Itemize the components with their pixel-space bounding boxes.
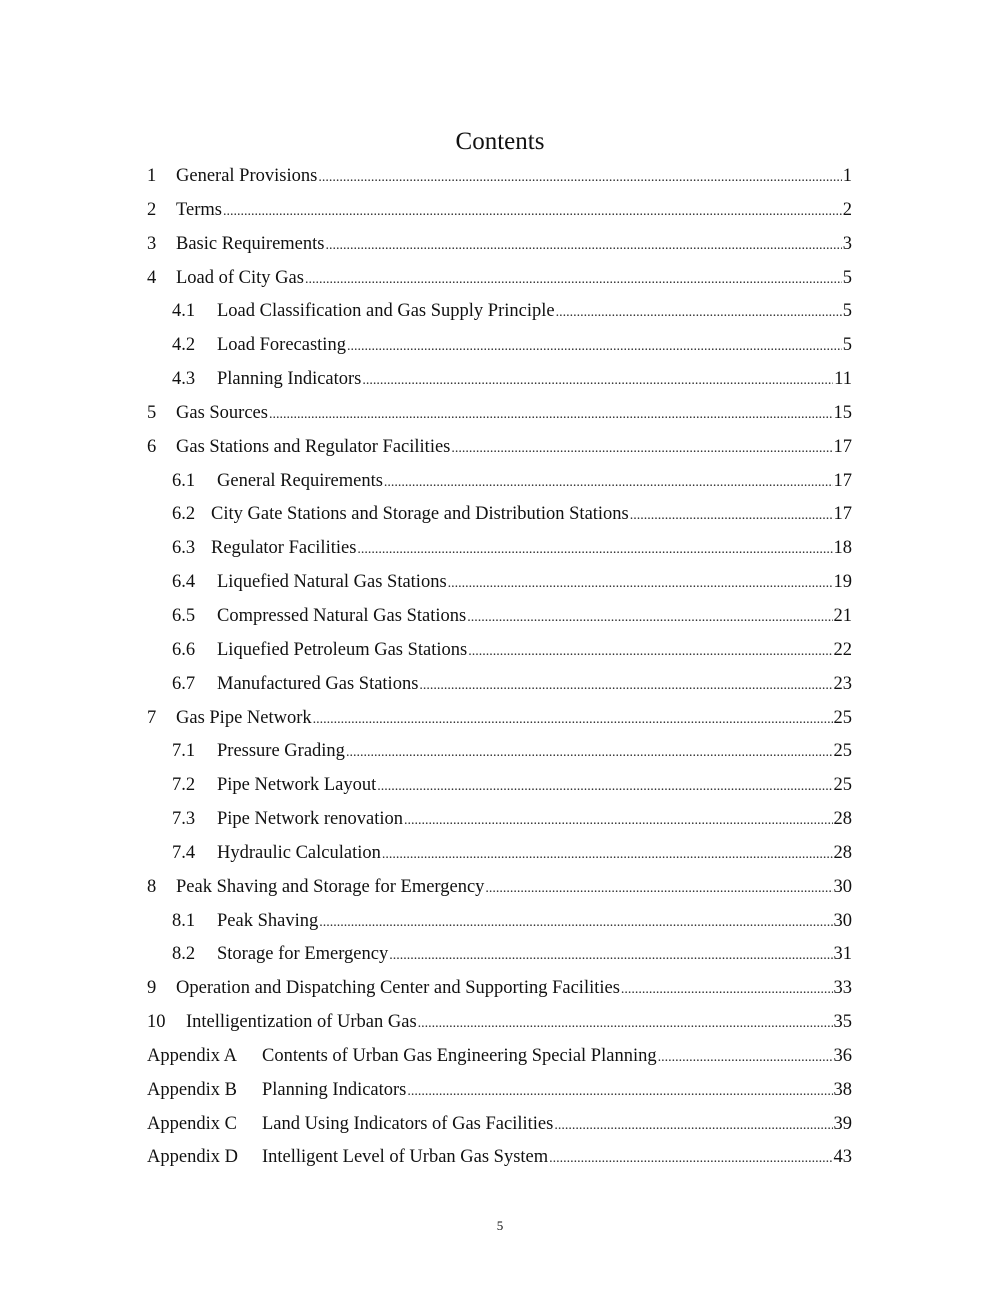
toc-entry-number: 5 [147, 402, 157, 423]
toc-entry-page: 30 [833, 910, 852, 931]
toc-entry-page: 30 [833, 876, 852, 897]
toc-entry-6-2[interactable] [147, 498, 852, 532]
toc-entry-label: Load of City Gas [176, 267, 304, 288]
toc-entry-page: 5 [842, 267, 852, 288]
toc-entry-4[interactable] [147, 262, 852, 296]
toc-entry-6-1[interactable] [147, 465, 852, 499]
toc-entry-label: Liquefied Petroleum Gas Stations [217, 639, 468, 660]
toc-entry-label: Gas Stations and Regulator Facilities [176, 436, 451, 457]
dot-leader [448, 567, 833, 601]
toc-entry-page: 3 [842, 233, 852, 254]
toc-entry-number: 2 [147, 199, 157, 220]
dot-leader [467, 601, 832, 635]
toc-entry-6-7[interactable] [147, 668, 852, 702]
dot-leader [419, 669, 832, 703]
toc-entry-6-6[interactable] [147, 634, 852, 668]
dot-leader [382, 838, 833, 872]
toc-entry-number: 4 [147, 267, 157, 288]
dot-leader [468, 635, 832, 669]
toc-entry-page: 33 [833, 978, 852, 999]
toc-entry-page: 21 [833, 605, 852, 626]
toc-entry-number: 6 [147, 436, 157, 457]
toc-entry-label: Peak Shaving and Storage for Emergency [176, 876, 485, 897]
dot-leader [318, 161, 841, 195]
toc-entry-number: 4.2 [172, 335, 196, 356]
toc-entry-label: Planning Indicators [217, 369, 362, 390]
toc-entry-7-1[interactable] [147, 735, 852, 769]
toc-entry-8[interactable] [147, 871, 852, 905]
toc-entry-label: Planning Indicators [262, 1079, 407, 1100]
toc-entry-label: Terms [176, 199, 222, 220]
toc-entry-8-1[interactable] [147, 905, 852, 939]
toc-entry-page: 15 [833, 402, 852, 423]
toc-entry-label: Operation and Dispatching Center and Supporting Facilities [176, 978, 620, 999]
page-title: Contents [455, 128, 545, 155]
dot-leader [377, 770, 832, 804]
dot-leader [407, 1075, 832, 1109]
toc-entry-page: 36 [833, 1045, 852, 1066]
toc-entry-page: 31 [833, 944, 852, 965]
toc-entry-page: 39 [833, 1113, 852, 1134]
toc-entry-page: 35 [833, 1012, 852, 1033]
toc-entry-6-3[interactable] [147, 532, 852, 566]
toc-entry-appendix-d[interactable] [147, 1141, 852, 1175]
toc-entry-number: 3 [147, 233, 157, 254]
toc-entry-9[interactable] [147, 972, 852, 1006]
toc-entry-number: 7.1 [172, 741, 196, 762]
toc-entry-label: Load Forecasting [217, 335, 346, 356]
dot-leader [404, 804, 833, 838]
toc-entry-number: 8 [147, 876, 157, 897]
toc-entry-label: General Requirements [217, 470, 383, 491]
toc-entry-page: 25 [833, 707, 852, 728]
toc-entry-label: Intelligentization of Urban Gas [186, 1012, 417, 1033]
toc-entry-number: 10 [147, 1012, 166, 1033]
dot-leader [451, 432, 832, 466]
toc-entry-appendix-c[interactable] [147, 1108, 852, 1142]
toc-entry-7-4[interactable] [147, 837, 852, 871]
toc-entry-label: Gas Pipe Network [176, 707, 312, 728]
toc-entry-number: 4.3 [172, 369, 196, 390]
toc-entry-page: 22 [833, 639, 852, 660]
toc-entry-4-1[interactable] [147, 295, 852, 329]
toc-entry-page: 25 [833, 741, 852, 762]
toc-entry-label: Pressure Grading [217, 741, 345, 762]
toc-entry-1[interactable] [147, 160, 852, 194]
toc-entry-page: 17 [833, 470, 852, 491]
toc-entry-page: 28 [833, 842, 852, 863]
toc-entry-page: 23 [833, 673, 852, 694]
toc-entry-number: Appendix A [147, 1045, 237, 1066]
dot-leader [269, 398, 833, 432]
toc-entry-number: 4.1 [172, 301, 196, 322]
toc-entry-label: Land Using Indicators of Gas Facilities [262, 1113, 554, 1134]
toc-entry-number: 6.1 [172, 470, 196, 491]
toc-entry-label: Peak Shaving [217, 910, 319, 931]
toc-entry-number: 6.6 [172, 639, 196, 660]
toc-entry-number: 6.4 [172, 572, 196, 593]
dot-leader [630, 499, 833, 533]
dot-leader [658, 1041, 833, 1075]
toc-entry-page: 19 [833, 572, 852, 593]
toc-entry-appendix-a[interactable] [147, 1040, 852, 1074]
dot-leader [418, 1007, 833, 1041]
toc-entry-label: Storage for Emergency [217, 944, 389, 965]
toc-entry-7[interactable] [147, 702, 852, 736]
toc-entry-number: 6.5 [172, 605, 196, 626]
dot-leader [319, 906, 832, 940]
toc-entry-10[interactable] [147, 1006, 852, 1040]
toc-entry-7-3[interactable] [147, 803, 852, 837]
toc-entry-page: 2 [842, 199, 852, 220]
toc-entry-label: Manufactured Gas Stations [217, 673, 419, 694]
toc-entry-appendix-b[interactable] [147, 1074, 852, 1108]
toc-entry-label: Regulator Facilities [211, 538, 357, 559]
toc-entry-number: 8.2 [172, 944, 196, 965]
toc-entry-number: 6.3 [172, 538, 196, 559]
toc-entry-6-4[interactable] [147, 566, 852, 600]
toc-entry-label: Intelligent Level of Urban Gas System [262, 1147, 549, 1168]
toc-entry-page: 5 [842, 335, 852, 356]
toc-entry-number: Appendix B [147, 1079, 237, 1100]
dot-leader [485, 872, 832, 906]
toc-entry-page: 25 [833, 775, 852, 796]
dot-leader [389, 939, 832, 973]
dot-leader [549, 1142, 832, 1176]
toc-entry-6-5[interactable] [147, 600, 852, 634]
toc-entry-label: General Provisions [176, 166, 318, 186]
toc-entry-label: Basic Requirements [176, 233, 325, 254]
dot-leader [313, 703, 833, 737]
toc-entry-number: 7 [147, 707, 157, 728]
dot-leader [556, 296, 842, 330]
toc-entry-label: Liquefied Natural Gas Stations [217, 572, 447, 593]
dot-leader [621, 973, 833, 1007]
toc-entry-number: Appendix D [147, 1147, 238, 1168]
toc-entry-label: Contents of Urban Gas Engineering Special Planning [262, 1045, 657, 1066]
toc-entry-label: Hydraulic Calculation [217, 842, 381, 863]
page-number: 5 [496, 1218, 504, 1233]
toc-entry-page: 17 [833, 504, 852, 525]
toc-entry-number: 7.2 [172, 775, 196, 796]
toc-entry-page: 1 [842, 166, 852, 186]
toc-entry-number: 6.7 [172, 673, 196, 694]
toc-entry-label: City Gate Stations and Storage and Distribution Stations [211, 504, 629, 525]
toc-entry-label: Pipe Network renovation [217, 809, 403, 830]
toc-entry-page: 5 [842, 301, 852, 322]
toc-entry-label: Pipe Network Layout [217, 775, 377, 796]
toc-entry-8-2[interactable] [147, 938, 852, 972]
toc-entry-page: 28 [833, 809, 852, 830]
table-of-contents [147, 160, 852, 1175]
toc-entry-number: 8.1 [172, 910, 196, 931]
toc-entry-label: Load Classification and Gas Supply Principle [217, 301, 555, 322]
toc-entry-label: Compressed Natural Gas Stations [217, 605, 467, 626]
dot-leader [357, 533, 832, 567]
dot-leader [362, 364, 833, 398]
toc-entry-number: 6.2 [172, 504, 196, 525]
toc-entry-7-2[interactable] [147, 769, 852, 803]
toc-entry-page: 11 [834, 369, 852, 390]
toc-entry-5[interactable] [147, 397, 852, 431]
toc-entry-page: 43 [833, 1147, 852, 1168]
dot-leader [223, 195, 842, 229]
dot-leader [346, 736, 833, 770]
toc-entry-page: 18 [833, 538, 852, 559]
dot-leader [384, 466, 833, 500]
toc-entry-6[interactable] [147, 431, 852, 465]
toc-entry-page: 38 [833, 1079, 852, 1100]
toc-entry-4-2[interactable] [147, 329, 852, 363]
toc-entry-number: 1 [147, 166, 157, 186]
toc-entry-3[interactable] [147, 228, 852, 262]
toc-entry-4-3[interactable] [147, 363, 852, 397]
toc-entry-label: Gas Sources [176, 402, 268, 423]
dot-leader [347, 330, 842, 364]
dot-leader [554, 1109, 832, 1143]
toc-entry-number: 7.4 [172, 842, 196, 863]
toc-entry-number: 7.3 [172, 809, 196, 830]
dot-leader [305, 263, 842, 297]
dot-leader [325, 229, 841, 263]
toc-entry-number: 9 [147, 978, 157, 999]
toc-entry-2[interactable] [147, 194, 852, 228]
toc-entry-page: 17 [833, 436, 852, 457]
toc-entry-number: Appendix C [147, 1113, 237, 1134]
